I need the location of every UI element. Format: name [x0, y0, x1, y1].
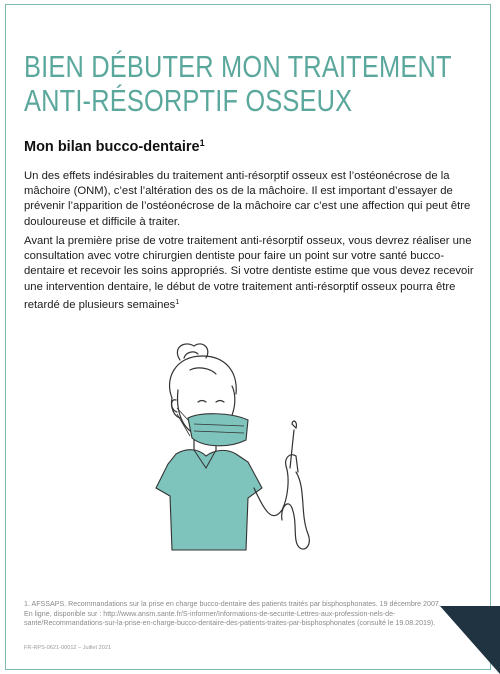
paragraph-footnote-marker: 1 — [175, 298, 180, 306]
paragraph-osteonecrosis: Un des effets indésirables du traitement anti-résorptif osseux est l’ostéonécrose de la mâchoire (ONM), c’est l’altération des os de la mâchoire. Il est important d’essayer de prévenir l’apparition de l’ostéonécrose de la mâchoire car c’est une affection qui peut être douloureuse et difficile à traiter. — [24, 170, 471, 228]
paragraph-consultation — [24, 234, 476, 313]
footnote: 1. AFSSAPS. Recommandations sur la prise en charge bucco-dentaire des patients traités par bisphosphonates. 19 décembre 2007. En ligne, disponible sur : http://www.ansm.sante.fr/S-informer/Informations-de-securite-Lettres-aux-profession-nels-de-sante/Recommandations-sur-la-prise-en-charge-bucco-dentaire-des-patients-traites-par-bisphosphonates (consulté le 19.08.2019). — [24, 600, 441, 628]
title-line-1: BIEN DÉBUTER MON TRAITEMENT — [24, 49, 452, 84]
reference-code: FR-RPS-0621-00012 – Juillet 2021 — [24, 645, 112, 651]
heading-footnote-marker: 1 — [199, 138, 205, 148]
section-heading-text: Mon bilan bucco-dentaire — [24, 139, 200, 155]
section-heading — [24, 138, 205, 155]
corner-triangle-decoration — [440, 606, 500, 674]
title-line-2: ANTI-RÉSORPTIF OSSEUX — [24, 83, 353, 118]
page-title — [24, 49, 452, 118]
paragraph-consultation-text: Avant la première prise de votre traitement anti-résorptif osseux, vous devrez réaliser une consultation avec votre chirurgien dentiste pour faire un point sur votre santé bucco-dentaire et recevoir les soins appropriés. Si votre dentiste estime que vous devez recevoir une intervention dentaire, le début de votre traitement anti-résorptif osseux pourra être retardé de plusieurs semaines — [24, 235, 474, 311]
dentist-illustration — [150, 338, 330, 563]
